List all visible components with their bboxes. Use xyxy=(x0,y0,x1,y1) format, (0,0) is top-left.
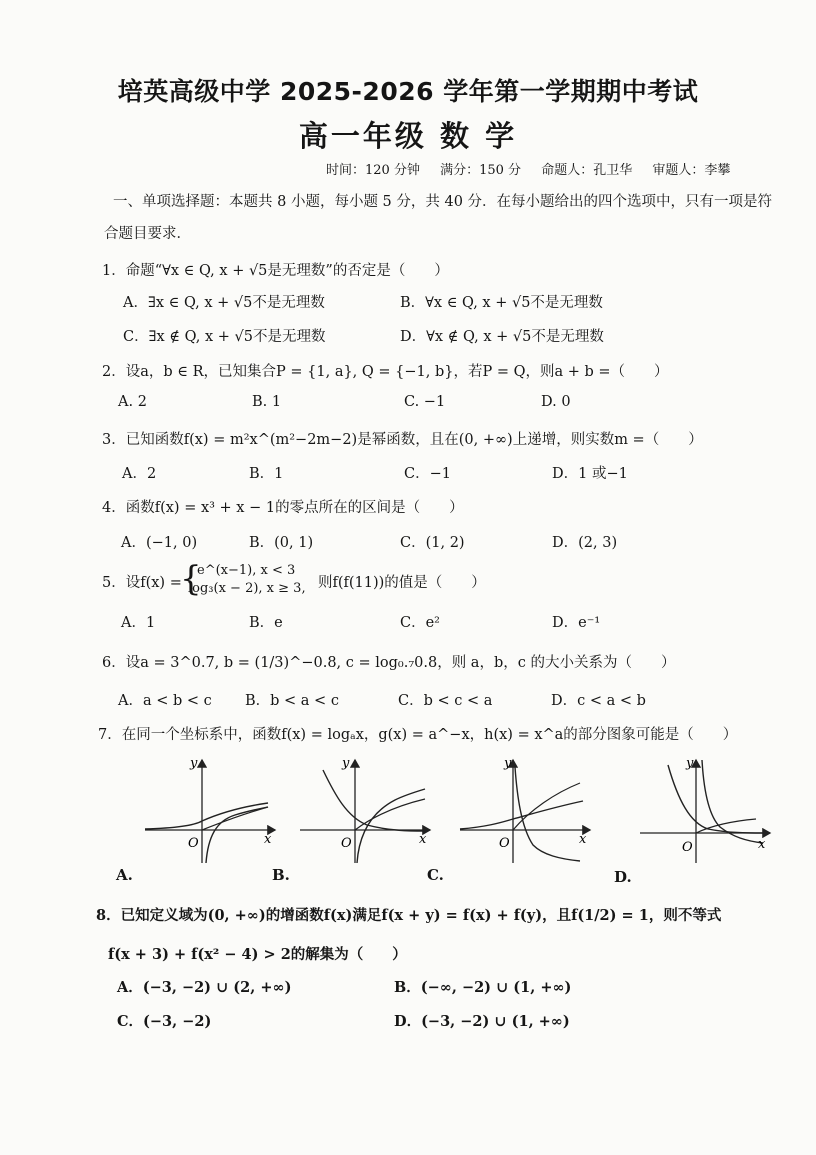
exam-reviewer: 审题人：李攀 xyxy=(652,163,731,178)
q4-option-a: A．(−1, 0) xyxy=(121,535,198,551)
q3-option-a: A．2 xyxy=(122,466,157,482)
q6-option-d: D．c < a < b xyxy=(551,693,646,709)
q4-option-d: D．(2, 3) xyxy=(552,535,618,551)
graph-b-label: B. xyxy=(272,866,290,884)
section-instructions-line2: 合题目要求． xyxy=(104,226,191,242)
question-8-stem: 8．已知定义域为(0, +∞)的增函数f(x)满足f(x + y) = f(x) + f(y)，且f(1/2) = 1，则不等式 xyxy=(96,907,722,924)
graph-d-x-label: x xyxy=(758,837,766,852)
q5-piece-2: log₃(x − 2), x ≥ 3, xyxy=(188,581,306,596)
graph-a-curve-exp xyxy=(145,803,268,829)
graph-d-y-label: y xyxy=(686,756,694,771)
q5-piece-1: e^(x−1), x < 3 xyxy=(197,563,296,578)
question-4-stem: 4．函数f(x) = x³ + x − 1的零点所在的区间是（ ） xyxy=(102,500,464,516)
question-8-stem-line2: f(x + 3) + f(x² − 4) > 2的解集为（ ） xyxy=(108,946,407,963)
graph-b xyxy=(295,755,435,865)
graph-d-curve-log xyxy=(702,760,763,843)
graph-b-origin: O xyxy=(341,836,352,851)
exam-meta xyxy=(326,159,746,178)
q8-option-a: A．(−3, −2) ∪ (2, +∞) xyxy=(117,979,292,996)
graph-a-label: A. xyxy=(116,866,133,884)
question-6-stem: 6．设a = 3^0.7, b = (1/3)^−0.8, c = log₀.₇0.8，则 a，b，c 的大小关系为（ ） xyxy=(102,655,676,671)
graph-a-x-label: x xyxy=(264,832,272,847)
graph-c-x-label: x xyxy=(579,832,587,847)
q6-option-a: A．a < b < c xyxy=(118,693,212,709)
graph-d-origin: O xyxy=(682,840,693,855)
q1-option-c: C．∃x ∉ Q, x + √5不是无理数 xyxy=(123,329,326,345)
graph-b-y-label: y xyxy=(342,756,350,771)
school-title: 培英高级中学 2025-2026 学年第一学期期中考试 xyxy=(117,77,699,106)
section-instructions-line1: 一、单项选择题：本题共 8 小题，每小题 5 分，共 40 分．在每小题给出的四个选项中，只有一项是符 xyxy=(113,194,773,210)
question-5-stem-suffix: 则f(f(11))的值是（ ） xyxy=(318,575,486,591)
exam-score: 满分：150 分 xyxy=(440,163,522,178)
q5-option-c: C．e² xyxy=(400,615,440,631)
q5-option-a: A．1 xyxy=(121,615,156,631)
q8-option-d: D．(−3, −2) ∪ (1, +∞) xyxy=(394,1013,570,1030)
graph-c xyxy=(455,755,595,865)
q2-option-a: A. 2 xyxy=(118,394,147,410)
q8-option-b: B．(−∞, −2) ∪ (1, +∞) xyxy=(394,979,572,996)
q3-option-c: C．−1 xyxy=(404,466,451,482)
question-7-stem: 7．在同一个坐标系中，函数f(x) = logₐx，g(x) = a^−x，h(x) = x^a的部分图象可能是（ ） xyxy=(98,727,738,743)
exam-setter: 命题人：孔卫华 xyxy=(541,163,633,178)
graph-a-origin: O xyxy=(188,836,199,851)
q4-option-b: B．(0, 1) xyxy=(249,535,314,551)
q1-option-a: A．∃x ∈ Q, x + √5不是无理数 xyxy=(123,295,325,311)
q1-option-d: D．∀x ∉ Q, x + √5不是无理数 xyxy=(400,329,604,345)
graph-a-y-label: y xyxy=(190,756,198,771)
q3-option-b: B．1 xyxy=(249,466,284,482)
graph-c-label: C. xyxy=(427,866,444,884)
exam-time: 时间：120 分钟 xyxy=(326,163,420,178)
q6-option-b: B．b < a < c xyxy=(245,693,339,709)
graph-c-curve-log xyxy=(515,767,580,861)
graph-c-origin: O xyxy=(499,836,510,851)
graph-a-curve-power xyxy=(202,807,268,830)
q2-option-b: B. 1 xyxy=(252,394,282,410)
piecewise-brace: { xyxy=(180,559,202,599)
subject-title: 高一年级 数 学 xyxy=(298,119,518,153)
q6-option-c: C．b < c < a xyxy=(398,693,493,709)
question-1-stem: 1．命题“∀x ∈ Q, x + √5是无理数”的否定是（ ） xyxy=(102,263,449,279)
graph-b-curve-log xyxy=(357,789,425,863)
q1-option-b: B．∀x ∈ Q, x + √5不是无理数 xyxy=(400,295,603,311)
q2-option-d: D. 0 xyxy=(541,394,571,410)
graph-a xyxy=(140,755,280,865)
graph-b-curve-exp xyxy=(323,770,425,831)
graph-d-label: D. xyxy=(614,868,632,886)
q2-option-c: C. −1 xyxy=(404,394,446,410)
q4-option-c: C．(1, 2) xyxy=(400,535,465,551)
graph-c-y-label: y xyxy=(504,756,512,771)
graph-b-x-label: x xyxy=(419,832,427,847)
q3-option-d: D．1 或−1 xyxy=(552,466,628,482)
q8-option-c: C．(−3, −2) xyxy=(117,1013,212,1030)
question-5-stem-prefix: 5．设f(x) = xyxy=(102,575,182,591)
q5-option-d: D．e⁻¹ xyxy=(552,615,601,631)
question-2-stem: 2．设a，b ∈ R，已知集合P = {1, a}, Q = {−1, b}，若P = Q，则a + b =（ ） xyxy=(102,364,669,380)
question-3-stem: 3．已知函数f(x) = m²x^(m²−2m−2)是幂函数，且在(0, +∞)上递增，则实数m =（ ） xyxy=(102,432,703,448)
q5-option-b: B．e xyxy=(249,615,283,631)
graph-d xyxy=(638,755,778,865)
graph-d-curve-exp xyxy=(668,765,763,833)
